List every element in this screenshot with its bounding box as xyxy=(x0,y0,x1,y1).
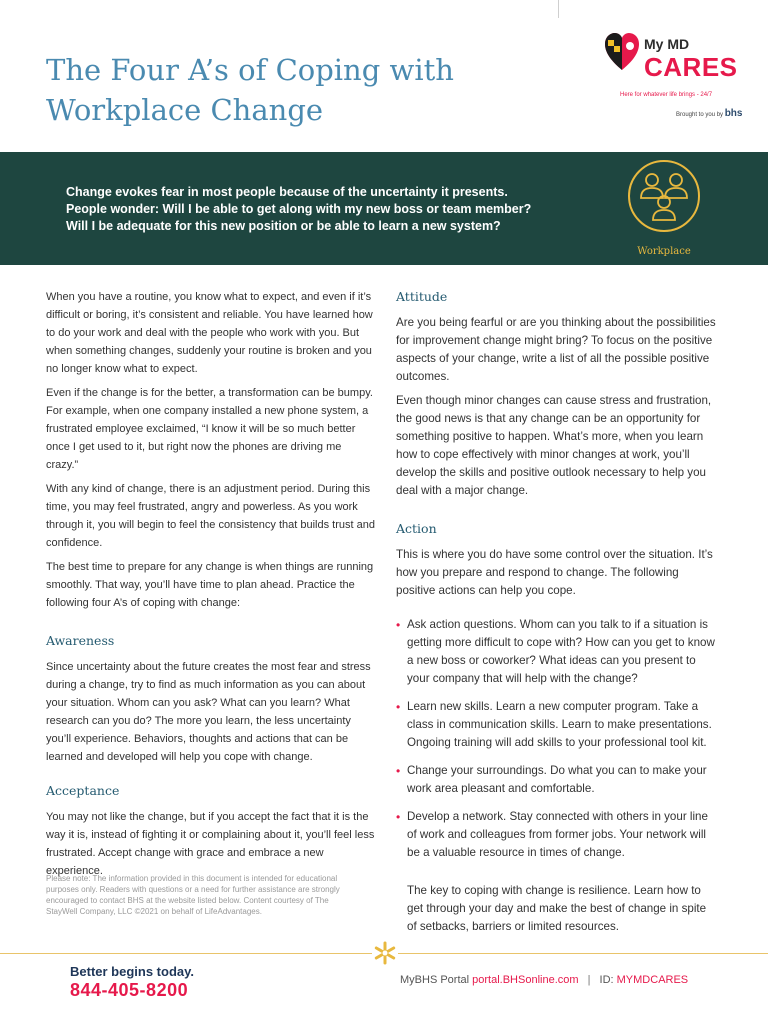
intro-paragraph-2: Even if the change is for the better, a transformation can be bumpy. For example, when one company installed a new phone system, a frustrated employee exclaimed, “I know it will be so much better once I get used to it, but right now the phones are driving me crazy.” xyxy=(46,387,373,471)
mymd-cares-logo xyxy=(600,30,760,130)
intro-paragraph-4: The best time to prepare for any change is when things are running smoothly. That way, you’ll have time to plan ahead. Practice the following four A’s of coping with change: xyxy=(46,561,374,609)
title-line-2: Workplace Change xyxy=(46,93,324,127)
portal-label: MyBHS Portal xyxy=(400,974,470,986)
action-heading: Action xyxy=(396,521,437,536)
brought-by-label: Brought to you by xyxy=(676,112,724,118)
page-title xyxy=(46,50,546,130)
list-item: • Develop a network. Stay connected with others in your line of work and colleagues from former jobs. Your network will be a valuable resource in times of change. xyxy=(396,808,718,862)
list-item: • Ask action questions. Whom can you talk to if a situation is getting more difficult to cope with? How can you get to know a new boss or coworker? What ideas can you present to your company that will help with the change? xyxy=(396,616,718,688)
brand-top: My MD xyxy=(644,36,690,52)
left-column xyxy=(46,288,376,886)
acceptance-text: You may not like the change, but if you accept the fact that it is the way it is, instead of fighting it or complaining about it, you’ll feel less frustrated. Accept change with grace and embrace a new experience. xyxy=(46,811,375,877)
id-value: MYMDCARES xyxy=(616,974,689,986)
people-group-icon xyxy=(626,158,702,234)
action-intro: This is where you do have some control over the situation. It’s how you prepare and respond to change. The following positive actions can help you cope. xyxy=(396,548,713,597)
brand-tagline: Here for whatever life brings - 24/7 xyxy=(620,92,713,98)
footer-slogan: Better begins today. xyxy=(70,964,195,979)
footer-separator: | xyxy=(587,974,591,986)
attitude-paragraph-1: Are you being fearful or are you thinking about the possibilities for improvement change might bring? To focus on the positive aspects of your change, write a list of all the possible positive outcomes. xyxy=(396,316,716,383)
footer-portal xyxy=(400,974,688,986)
portal-link[interactable]: portal.BHSonline.com xyxy=(472,974,579,986)
banner-label: Workplace xyxy=(637,246,691,257)
list-item: • Change your surroundings. Do what you can to make your work area pleasant and comfortable. xyxy=(396,762,718,798)
attitude-heading: Attitude xyxy=(396,289,448,304)
footer-phone[interactable]: 844-405-8200 xyxy=(70,980,189,1000)
brand-main: CARES xyxy=(644,52,738,82)
intro-paragraph-1: When you have a routine, you know what to expect, and even if it’s difficult or boring, it’s consistent and reliable. You have learned how to do your work and deal with the people who work with you. But when something changes, suddenly your routine is broken and you no longer know what to expect. xyxy=(46,291,373,375)
acceptance-heading: Acceptance xyxy=(46,783,120,798)
bhs-brand: bhs xyxy=(724,108,743,119)
intro-paragraph-3: With any kind of change, there is an adjustment period. During this time, you may feel frustrated, angry and powerless. As you work through it, you will begin to feel the consistency that builds trust and confidence. xyxy=(46,483,375,549)
awareness-text: Since uncertainty about the future creates the most fear and stress during a change, try to find as much information as you can about your situation. Whom can you ask? What can you learn? What research can you do? The more you learn, the less uncertainty you’ll experience. Behaviors, thoughts and actions that can be learned and developed will help you cope with change. xyxy=(46,661,371,763)
id-label: ID: xyxy=(599,974,614,986)
brought-by xyxy=(676,108,742,119)
action-list xyxy=(396,616,718,862)
right-column xyxy=(396,288,718,942)
awareness-heading: Awareness xyxy=(46,633,115,648)
corner-rule xyxy=(558,0,559,18)
title-line-1: The Four A’s of Coping with xyxy=(46,53,454,87)
attitude-paragraph-2: Even though minor changes can cause stress and frustration, the good news is that any change can be an opportunity for something positive to happen. What’s more, when you learn how to cope effectively with minor changes at work, you’ll develop the skills and positive outlook necessary to help you deal with a major change. xyxy=(396,394,712,497)
maryland-heart-icon xyxy=(604,32,640,72)
disclaimer: Please note: The information provided in this document is intended for educational purposes only. Readers with questions or a need for further assistance are strongly encouraged to contact BHS at the website listed below. Content courtesy of The StayWell Company, LLC ©2021 on behalf of LifeAdvantages. xyxy=(46,874,340,916)
banner-text: Change evokes fear in most people because of the uncertainty it presents. People wonder: Will I be able to get along with my new boss or team member? Will I be adequate for this new position or be able to learn a new system? xyxy=(66,185,532,233)
list-item: • Learn new skills. Learn a new computer program. Take a class in communication skills. Learn to make presentations. Ongoing training will add skills to your professional tool kit. xyxy=(396,698,718,752)
star-of-life-icon xyxy=(372,940,398,966)
closing-paragraph: The key to coping with change is resilience. Learn how to get through your day and make the best of change in spite of setbacks, barriers or limited resources. xyxy=(407,884,707,933)
